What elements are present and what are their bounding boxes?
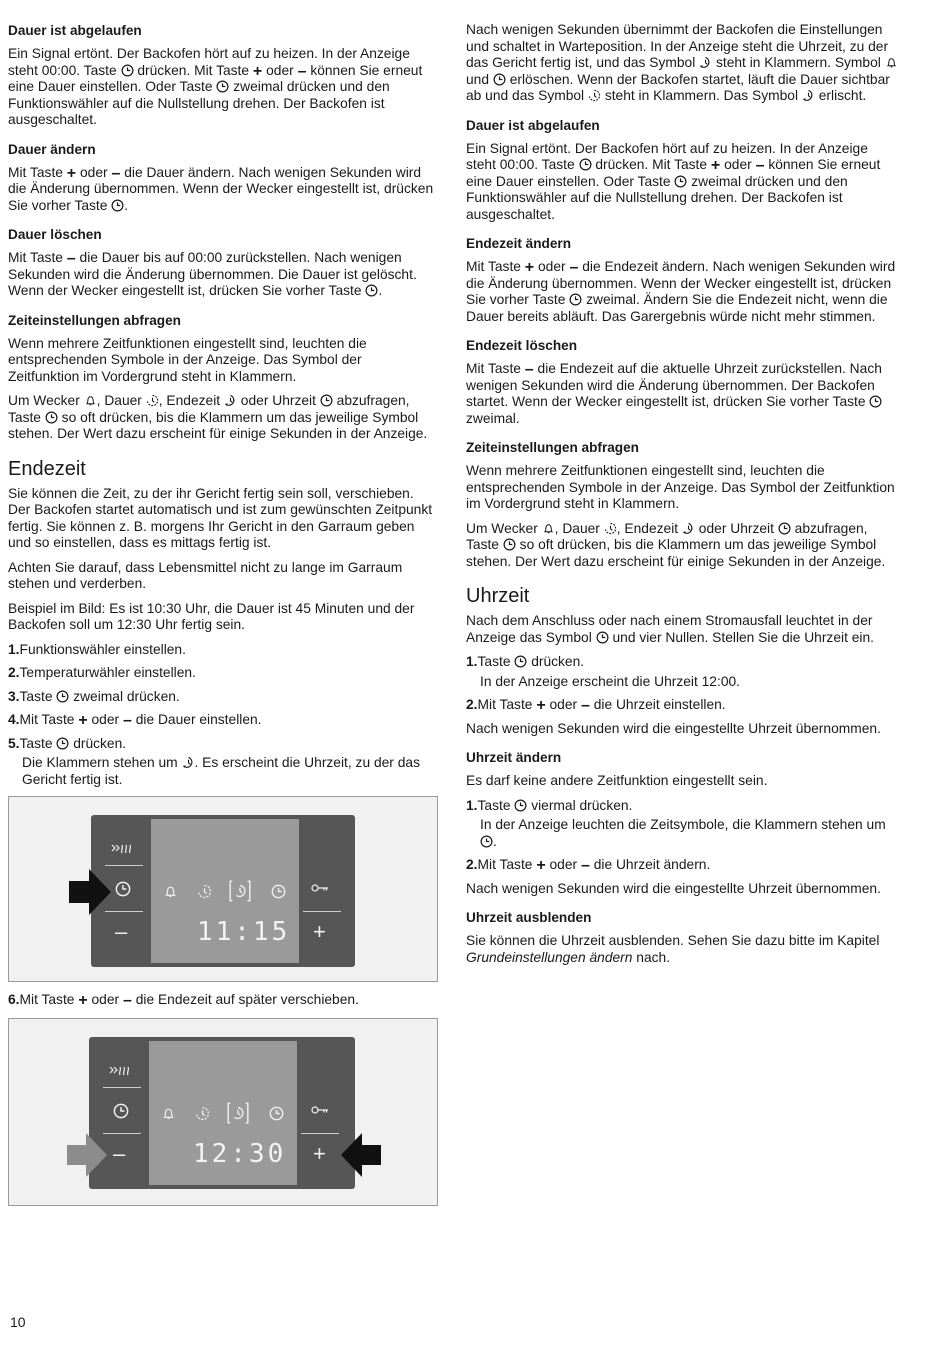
plus-icon: + bbox=[536, 857, 546, 874]
uhrzeit-step-1: 1.Taste drücken. In der Anzeige erscheint die Uhrzeit 12:00. bbox=[466, 654, 740, 689]
bell-icon bbox=[84, 394, 97, 407]
clock-icon bbox=[778, 522, 791, 535]
minus-icon: – bbox=[297, 62, 307, 80]
clock-button[interactable] bbox=[113, 1103, 129, 1119]
bell-icon bbox=[542, 522, 555, 535]
minus-icon: – bbox=[569, 259, 579, 276]
step-5: 5.Taste drücken. Die Klammern stehen um . Es erscheint die Uhrzeit, zu der das Gericht fertig ist. bbox=[8, 735, 420, 787]
arrow-left-icon bbox=[339, 1131, 383, 1179]
plus-icon: + bbox=[252, 62, 263, 80]
duration-icon bbox=[146, 394, 159, 407]
plus-button[interactable]: + bbox=[313, 1140, 326, 1166]
paragraph-zeiteinstellungen-2: Um Wecker , Dauer , Endezeit oder Uhrzeit abzufragen, Taste so oft drücken, bis die Klammern um das jeweilige Symbol stehen. Der Wert dazu erscheint für einige Sekunden in der Anzeige. bbox=[8, 393, 428, 441]
section-title-zeiteinstellungen-2: Zeiteinstellungen abfragen bbox=[466, 440, 639, 455]
plus-icon: + bbox=[524, 259, 535, 276]
paragraph-dauer-aendern: Mit Taste + oder – die Dauer ändern. Nach wenigen Sekunden wird die Änderung übernommen. Wenn der Wecker eingestellt ist, drücken Sie vorher Taste . bbox=[8, 164, 434, 213]
clock-icon bbox=[45, 411, 58, 424]
section-title-dauer-loeschen: Dauer löschen bbox=[8, 227, 102, 242]
paragraph-uhrzeit-2: Nach wenigen Sekunden wird die eingestellte Uhrzeit übernommen. bbox=[466, 720, 881, 736]
clock-icon bbox=[514, 799, 527, 812]
step-2: 2.Temperaturwähler einstellen. bbox=[8, 665, 196, 680]
minus-icon: – bbox=[122, 712, 132, 729]
bell-clock-icon bbox=[111, 199, 124, 212]
minus-button[interactable]: – bbox=[115, 919, 128, 944]
display-time: 11:15 bbox=[197, 917, 291, 947]
bell-icon bbox=[885, 56, 898, 69]
duration-icon bbox=[197, 884, 212, 899]
paragraph-dauer-abgelaufen-2: Ein Signal ertönt. Der Backofen hört auf zu heizen. In der Anzeige steht 00:00. Taste drücken. Mit Taste + oder – können Sie erneut eine Dauer einstellen. Oder Taste zweimal drücken und den Funktionswähler auf die Nullstellung drehen. Der Backofen ist ausgeschaltet. bbox=[466, 140, 881, 222]
clock-icon bbox=[493, 73, 506, 86]
paragraph-uhrzeit-1: Nach dem Anschluss oder nach einem Stromausfall leuchtet in der Anzeige das Symbol und vier Nullen. Stellen Sie die Uhrzeit ein. bbox=[466, 613, 874, 645]
heading-uhrzeit: Uhrzeit bbox=[466, 585, 530, 607]
heating-mode-icon bbox=[109, 1063, 135, 1077]
plus-icon: + bbox=[710, 157, 721, 174]
step-3: 3.Taste zweimal drücken. bbox=[8, 688, 180, 704]
clock-icon bbox=[271, 884, 286, 899]
section-title-dauer-abgelaufen-2: Dauer ist abgelaufen bbox=[466, 117, 600, 133]
arrow-right-icon bbox=[67, 867, 113, 917]
clock-icon bbox=[569, 293, 582, 306]
endtime-icon bbox=[224, 394, 237, 407]
minus-icon: – bbox=[122, 992, 132, 1009]
endtime-bracket-icon bbox=[226, 1101, 250, 1125]
control-panel bbox=[89, 1037, 355, 1189]
heading-endezeit: Endezeit bbox=[8, 457, 86, 480]
section-title-uhrzeit-ausblenden: Uhrzeit ausblenden bbox=[466, 910, 592, 925]
section-title-dauer-aendern: Dauer ändern bbox=[8, 141, 96, 157]
heating-mode-icon bbox=[111, 841, 137, 855]
minus-icon: – bbox=[524, 361, 534, 378]
right-column bbox=[466, 22, 898, 974]
clock-icon bbox=[674, 175, 687, 188]
paragraph-dauer-loeschen: Mit Taste – die Dauer bis auf 00:00 zurückstellen. Nach wenigen Sekunden wird die Änderung übernommen. Die Dauer ist gelöscht. Wenn der Wecker eingestellt ist, drücken Sie vorher Taste . bbox=[8, 250, 417, 298]
minus-icon: – bbox=[580, 857, 590, 874]
minus-icon: – bbox=[580, 697, 590, 714]
duration-icon bbox=[195, 1106, 210, 1121]
clock-icon bbox=[480, 835, 493, 848]
section-title-endezeit-loeschen: Endezeit löschen bbox=[466, 338, 578, 353]
paragraph-endezeit-loeschen: Mit Taste – die Endezeit auf die aktuelle Uhrzeit zurückstellen. Nach wenigen Sekunden wird die Änderung übernommen. Der Backofen startet. Wenn der Wecker eingestellt ist, drücken Sie vorher Taste zweimal. bbox=[466, 361, 882, 426]
section-title-uhrzeit-aendern: Uhrzeit ändern bbox=[466, 750, 562, 765]
paragraph-endezeit-2: Achten Sie darauf, dass Lebensmittel nicht zu lange im Garraum stehen und verderben. bbox=[8, 559, 403, 591]
arrow-right-grey-icon bbox=[65, 1131, 109, 1179]
clock-icon bbox=[579, 158, 592, 171]
duration-icon bbox=[604, 522, 617, 535]
clock-icon bbox=[514, 655, 527, 668]
oven-panel-figure-2 bbox=[8, 1018, 438, 1206]
section-title-zeiteinstellungen: Zeiteinstellungen abfragen bbox=[8, 312, 181, 328]
plus-icon: + bbox=[78, 712, 88, 729]
paragraph-uhrzeit-ausblenden: Sie können die Uhrzeit ausblenden. Sehen Sie dazu bitte im Kapitel Grundeinstellungen ändern nach. bbox=[466, 933, 880, 965]
minus-icon: – bbox=[755, 157, 765, 174]
clock-icon bbox=[56, 737, 69, 750]
endtime-icon bbox=[802, 89, 815, 102]
paragraph-zeiteinstellungen-1: Wenn mehrere Zeitfunktionen eingestellt sind, leuchten die entsprechenden Symbole in der Anzeige. Das Symbol der Zeitfunktion im Vordergrund steht in Klammern. bbox=[8, 335, 367, 384]
clock-button[interactable] bbox=[115, 881, 131, 897]
uhrzeit-aendern-step-2: 2.Mit Taste + oder – die Uhrzeit ändern. bbox=[466, 857, 711, 874]
plus-button[interactable]: + bbox=[313, 919, 326, 944]
step-1: 1.Funktionswähler einstellen. bbox=[8, 641, 186, 657]
paragraph-endezeit-3: Beispiel im Bild: Es ist 10:30 Uhr, die Dauer ist 45 Minuten und der Backofen soll um 12:30 Uhr fertig sein. bbox=[8, 600, 415, 632]
display-time: 12:30 bbox=[193, 1138, 287, 1169]
clock-icon bbox=[596, 631, 609, 644]
step-6: 6.Mit Taste + oder – die Endezeit auf später verschieben. bbox=[8, 992, 359, 1009]
bell-icon bbox=[163, 884, 178, 899]
clock-icon bbox=[269, 1106, 284, 1121]
clock-icon bbox=[121, 64, 134, 77]
clock-icon bbox=[56, 690, 69, 703]
plus-icon: + bbox=[536, 697, 546, 714]
minus-button[interactable]: – bbox=[113, 1140, 126, 1166]
paragraph-warteposition: Nach wenigen Sekunden übernimmt der Backofen die Einstellungen und schaltet in Warteposition. In der Anzeige steht die Uhrzeit, zu der das Gericht fertig ist, und das Symbol steht in Klammern. Symbol und erlöschen. Wenn der Backofen startet, läuft die Dauer sichtbar ab und das Symbol steht in Klammern. Das Symbol erlischt. bbox=[466, 22, 898, 105]
clock-icon bbox=[869, 395, 882, 408]
key-icon[interactable] bbox=[311, 1105, 329, 1115]
bell-icon bbox=[161, 1106, 176, 1121]
section-title-endezeit-aendern: Endezeit ändern bbox=[466, 236, 571, 251]
paragraph-endezeit-aendern: Mit Taste + oder – die Endezeit ändern. Nach wenigen Sekunden wird die Änderung übernommen. Wenn der Wecker eingestellt ist, drücken Sie vorher Taste zweimal. Ändern Sie die Endezeit nicht, wenn die Dauer bereits abläuft. Das Garergebnis würde nicht mehr stimmen. bbox=[466, 259, 896, 324]
plus-icon: + bbox=[66, 164, 77, 182]
left-column bbox=[8, 22, 436, 1216]
control-panel bbox=[91, 815, 355, 967]
clock-icon bbox=[216, 80, 229, 93]
display bbox=[151, 819, 299, 963]
plus-icon: + bbox=[78, 992, 88, 1009]
step-4: 4.Mit Taste + oder – die Dauer einstellen. bbox=[8, 712, 262, 729]
paragraph-uhrzeit-aendern-2: Nach wenigen Sekunden wird die eingestellte Uhrzeit übernommen. bbox=[466, 880, 881, 896]
paragraph-zeiteinstellungen-3: Wenn mehrere Zeitfunktionen eingestellt sind, leuchten die entsprechenden Symbole in der Anzeige. Das Symbol der Zeitfunktion im Vordergrund steht in Klammern. bbox=[466, 463, 895, 511]
duration-icon bbox=[588, 89, 601, 102]
uhrzeit-step-2: 2.Mit Taste + oder – die Uhrzeit einstellen. bbox=[466, 697, 726, 714]
uhrzeit-aendern-step-1: 1.Taste viermal drücken. In der Anzeige leuchten die Zeitsymbole, die Klammern stehen um . bbox=[466, 797, 886, 849]
minus-icon: – bbox=[111, 164, 121, 182]
page-number: 10 bbox=[10, 1314, 26, 1330]
clock-icon bbox=[320, 394, 333, 407]
paragraph-uhrzeit-aendern: Es darf keine andere Zeitfunktion eingestellt sein. bbox=[466, 773, 768, 788]
endtime-icon bbox=[182, 756, 195, 769]
key-icon[interactable] bbox=[311, 883, 329, 893]
paragraph-endezeit-1: Sie können die Zeit, zu der ihr Gericht fertig sein soll, verschieben. Der Backofen startet automatisch und ist zum gewünschten Zeitpunkt fertig. Sie können z. B. morgens Ihr Gericht in den Garraum geben und so einstellen, dass es mittags fertig ist. bbox=[8, 485, 433, 550]
endtime-icon bbox=[699, 56, 712, 69]
clock-icon bbox=[503, 538, 516, 551]
paragraph-zeiteinstellungen-4: Um Wecker , Dauer , Endezeit oder Uhrzeit abzufragen, Taste so oft drücken, bis die Klammern um das jeweilige Symbol stehen. Der Wert dazu erscheint für einige Sekunden in der Anzeige. bbox=[466, 520, 886, 569]
paragraph-dauer-abgelaufen: Ein Signal ertönt. Der Backofen hört auf zu heizen. In der Anzeige steht 00:00. Taste drücken. Mit Taste + oder – können Sie erneut eine Dauer einstellen. Oder Taste zweimal drücken und den Funktionswähler auf die Nullstellung drehen. Der Backofen ist ausgeschaltet. bbox=[8, 46, 423, 127]
clock-icon bbox=[365, 284, 378, 297]
endtime-icon bbox=[682, 522, 695, 535]
endtime-bracket-icon bbox=[228, 879, 252, 903]
minus-icon: – bbox=[66, 250, 76, 267]
section-title-dauer-abgelaufen: Dauer ist abgelaufen bbox=[8, 23, 142, 38]
display bbox=[149, 1041, 297, 1185]
oven-panel-figure-1 bbox=[8, 796, 438, 982]
